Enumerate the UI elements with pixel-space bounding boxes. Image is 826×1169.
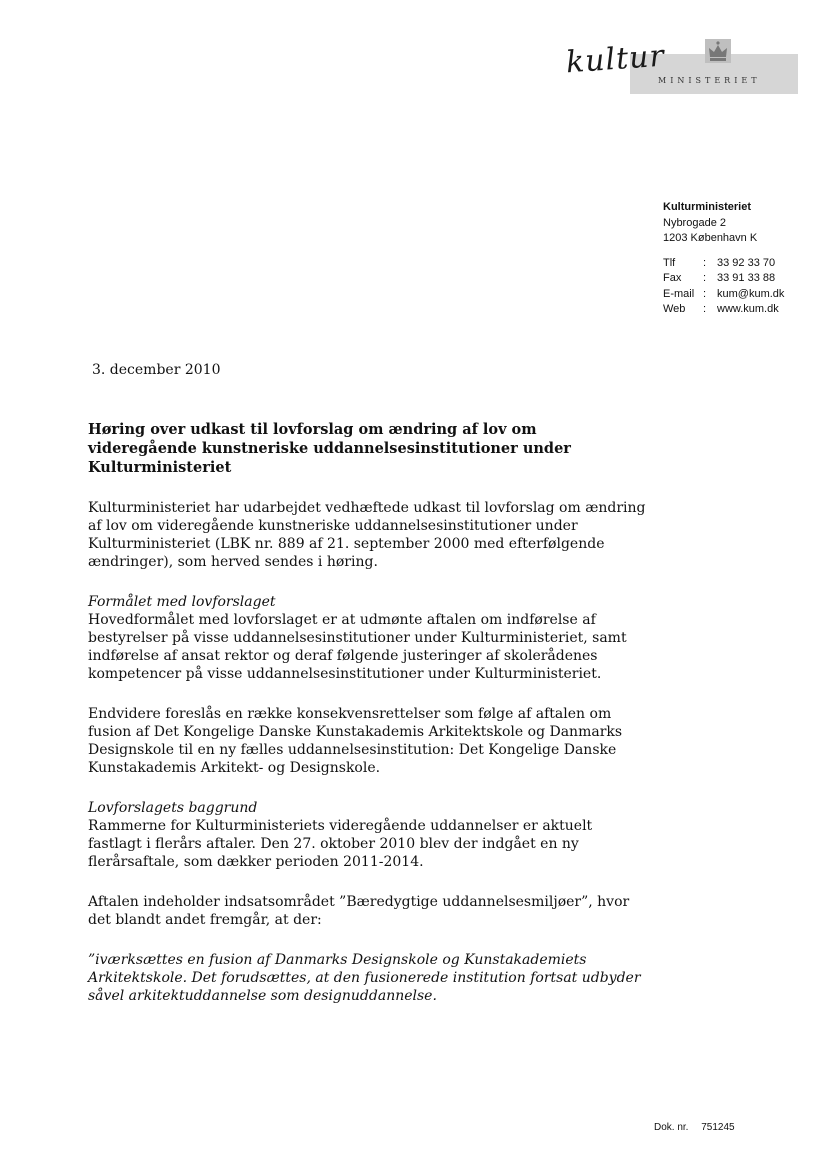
logo-wordmark: kultur xyxy=(564,38,666,81)
section-paragraph: Endvidere foreslås en række konsekvensrettelser som følge af aftalen om fusion af Det Kongelige Danske Kunstakademis Arkitektskole og Danmarks Designskole til en ny fælles uddannelsesinstitution: Det Kongelige Danske Kunstakademis Arkitekt- og Designskole. xyxy=(88,706,623,776)
web-value: www.kum.dk xyxy=(717,303,779,315)
sender-street: Nybrogade 2 xyxy=(663,216,726,229)
doc-number-label: Dok. nr. xyxy=(654,1122,689,1133)
contact-row-web xyxy=(663,302,784,318)
section-purpose xyxy=(88,593,648,683)
intro-paragraph: Kulturministeriet har udarbejdet vedhæftede udkast til lovforslag om ændring af lov om videregående kunstneriske uddannelsesinstitutioner under Kulturministeriet (LBK nr. 889 af 21. september 2000 med efterfølgende ændringer), som herved sendes i høring. xyxy=(88,500,646,570)
contact-label: Tlf xyxy=(663,256,676,269)
letter-body xyxy=(88,420,648,1027)
sender-organization: Kulturministeriet xyxy=(663,201,752,213)
section-heading: Formålet med lovforslaget xyxy=(88,594,276,610)
contact-label: Web xyxy=(663,303,686,315)
document-number xyxy=(654,1122,735,1133)
section-background xyxy=(88,799,648,871)
section-paragraph: Hovedformålet med lovforslaget er at udmønte aftalen om indførelse af bestyrelser på visse uddannelsesinstitutioner under Kulturministeriet, samt indførelse af ansat rektor og deraf følgende justeringer af skolerådenes kompetencer på visse uddannelsesinstitutioner under Kulturministeriet. xyxy=(88,612,627,682)
sender-city: 1203 København K xyxy=(663,232,758,244)
contact-row-fax xyxy=(663,271,784,287)
phone-value: 33 92 33 70 xyxy=(717,256,776,269)
doc-number-value: 751245 xyxy=(701,1122,735,1133)
crown-icon xyxy=(704,38,732,64)
email-value: kum@kum.dk xyxy=(717,287,785,300)
agreement-quote: ”iværksættes en fusion af Danmarks Designskole og Kunstakademiets Arkitektskole. Det forudsættes, at den fusionerede institution fortsat udbyder såvel arkitektuddannelse som designuddannelse. xyxy=(88,952,641,1004)
fax-value: 33 91 33 88 xyxy=(717,272,776,284)
sender-address-block xyxy=(663,200,784,318)
letter-date: 3. december 2010 xyxy=(92,362,221,378)
contact-row-phone xyxy=(663,256,784,272)
contact-label: Fax xyxy=(663,272,682,284)
logo-subtitle: MINISTERIET xyxy=(658,76,761,85)
contact-separator: : xyxy=(703,303,707,315)
contact-table xyxy=(663,256,784,318)
ministry-logo xyxy=(566,38,798,96)
contact-separator: : xyxy=(703,256,707,269)
letter-title: Høring over udkast til lovforslag om ændring af lov om videregående kunstneriske uddannelsesinstitutioner under Kulturministeriet xyxy=(88,421,571,476)
contact-label: E-mail xyxy=(663,287,695,300)
section-paragraph: Aftalen indeholder indsatsområdet ”Bæredygtige uddannelsesmiljøer”, hvor det blandt andet fremgår, at der: xyxy=(88,894,630,928)
contact-row-email xyxy=(663,287,784,303)
contact-separator: : xyxy=(703,287,707,300)
contact-separator: : xyxy=(703,272,707,284)
section-paragraph: Rammerne for Kulturministeriets videregående uddannelser er aktuelt fastlagt i flerårs aftaler. Den 27. oktober 2010 blev der indgået en ny flerårsaftale, som dækker perioden 2011-2014. xyxy=(88,818,593,870)
section-heading: Lovforslagets baggrund xyxy=(88,800,258,816)
